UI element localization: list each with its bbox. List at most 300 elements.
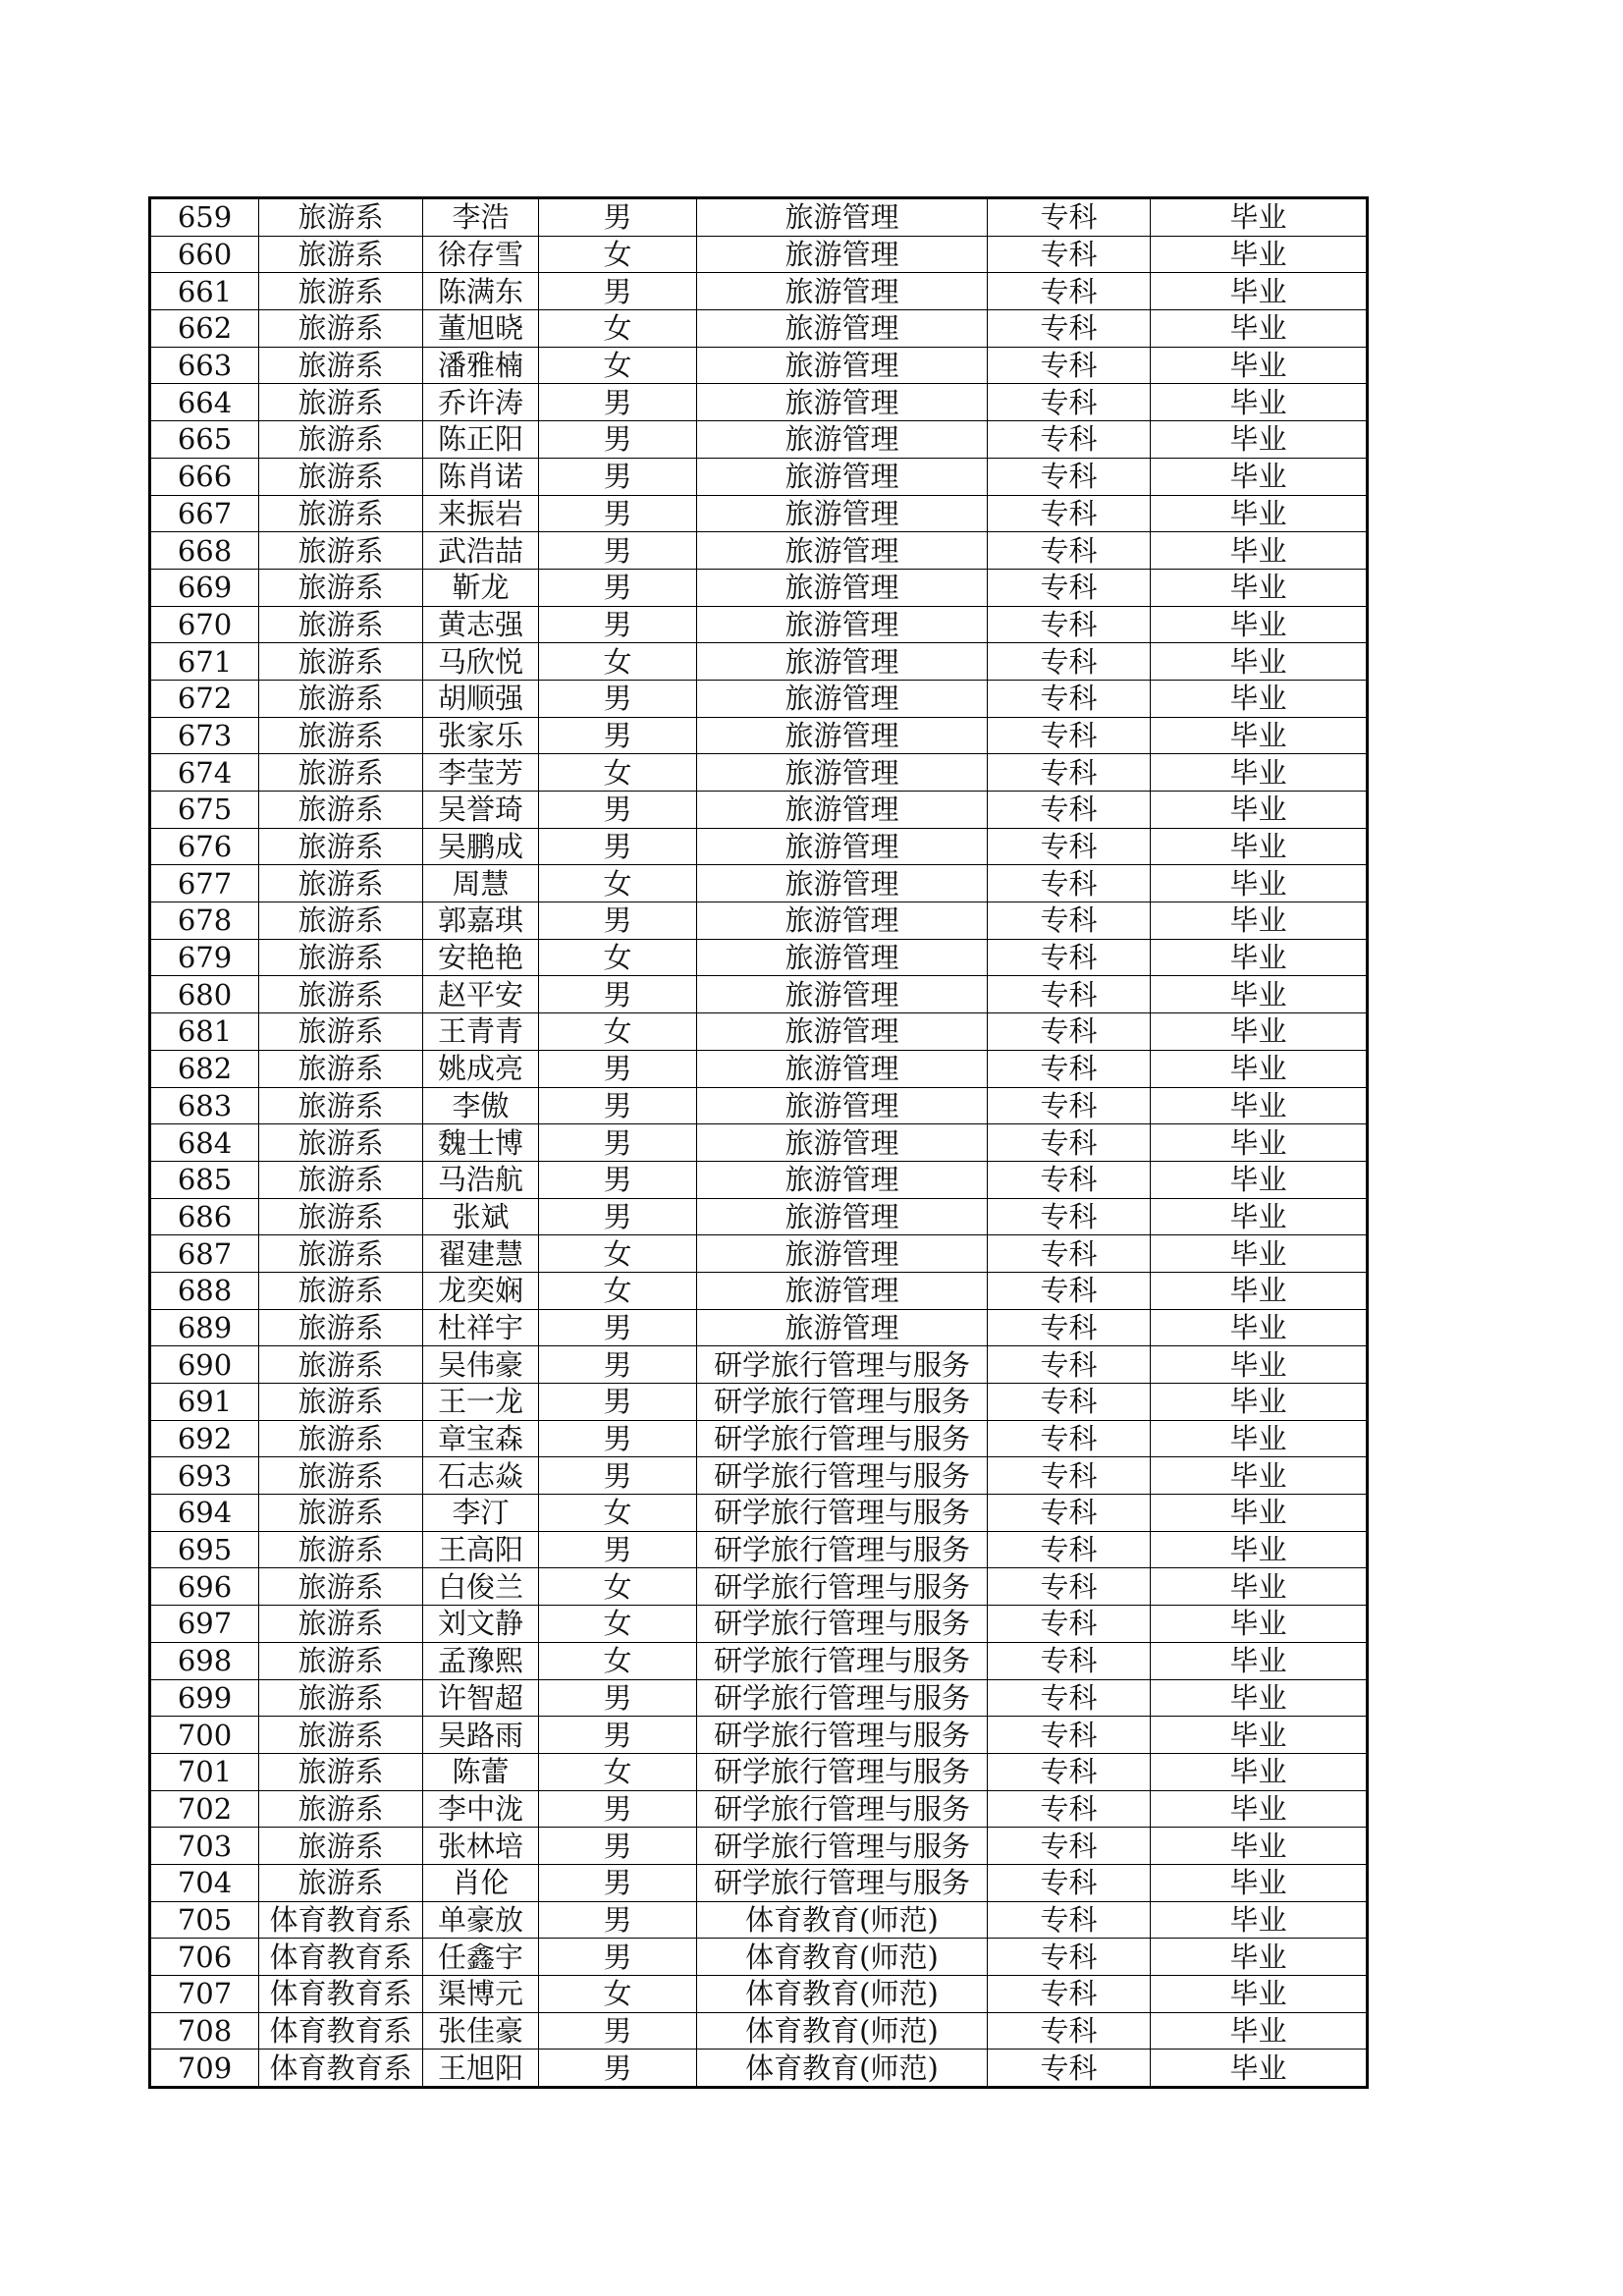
education-level-cell: 专科 — [988, 2050, 1151, 2088]
gender-cell: 女 — [539, 236, 697, 273]
row-number-cell: 702 — [150, 1790, 259, 1828]
gender-cell: 女 — [539, 1976, 697, 2013]
education-level-cell: 专科 — [988, 273, 1151, 310]
gender-cell: 男 — [539, 495, 697, 532]
department-cell: 旅游系 — [259, 865, 423, 902]
department-cell: 旅游系 — [259, 1235, 423, 1273]
table-row — [150, 1124, 1368, 1162]
major-cell: 研学旅行管理与服务 — [697, 1568, 988, 1606]
gender-cell: 男 — [539, 976, 697, 1013]
graduation-status-cell: 毕业 — [1151, 273, 1368, 310]
row-number-cell: 708 — [150, 2012, 259, 2050]
student-name-cell: 孟豫熙 — [423, 1642, 539, 1679]
gender-cell: 女 — [539, 310, 697, 348]
table-row — [150, 606, 1368, 643]
graduation-status-cell: 毕业 — [1151, 1939, 1368, 1976]
department-cell: 旅游系 — [259, 1346, 423, 1384]
department-cell: 旅游系 — [259, 198, 423, 237]
student-name-cell: 马浩航 — [423, 1161, 539, 1198]
major-cell: 旅游管理 — [697, 532, 988, 570]
department-cell: 旅游系 — [259, 1457, 423, 1495]
major-cell: 旅游管理 — [697, 198, 988, 237]
department-cell: 旅游系 — [259, 680, 423, 717]
major-cell: 旅游管理 — [697, 1198, 988, 1235]
table-row — [150, 828, 1368, 865]
department-cell: 体育教育系 — [259, 2012, 423, 2050]
gender-cell: 男 — [539, 421, 697, 459]
graduation-status-cell: 毕业 — [1151, 1198, 1368, 1235]
row-number-cell: 698 — [150, 1642, 259, 1679]
row-number-cell: 671 — [150, 643, 259, 681]
major-cell: 旅游管理 — [697, 939, 988, 976]
graduation-status-cell: 毕业 — [1151, 902, 1368, 940]
table-row — [150, 1642, 1368, 1679]
table-row — [150, 2012, 1368, 2050]
major-cell: 旅游管理 — [697, 1161, 988, 1198]
department-cell: 旅游系 — [259, 792, 423, 829]
education-level-cell: 专科 — [988, 1753, 1151, 1790]
gender-cell: 女 — [539, 1013, 697, 1051]
row-number-cell: 693 — [150, 1457, 259, 1495]
department-cell: 旅游系 — [259, 1753, 423, 1790]
graduation-status-cell: 毕业 — [1151, 1568, 1368, 1606]
table-row — [150, 1679, 1368, 1717]
major-cell: 体育教育(师范) — [697, 1976, 988, 2013]
table-row — [150, 1050, 1368, 1087]
table-row — [150, 569, 1368, 606]
table-row — [150, 1457, 1368, 1495]
graduation-status-cell: 毕业 — [1151, 384, 1368, 421]
gender-cell: 男 — [539, 717, 697, 754]
department-cell: 旅游系 — [259, 532, 423, 570]
table-row — [150, 939, 1368, 976]
student-name-cell: 王一龙 — [423, 1384, 539, 1421]
row-number-cell: 670 — [150, 606, 259, 643]
row-number-cell: 685 — [150, 1161, 259, 1198]
gender-cell: 男 — [539, 2050, 697, 2088]
education-level-cell: 专科 — [988, 1050, 1151, 1087]
row-number-cell: 696 — [150, 1568, 259, 1606]
gender-cell: 男 — [539, 1864, 697, 1901]
row-number-cell: 690 — [150, 1346, 259, 1384]
student-name-cell: 刘文静 — [423, 1606, 539, 1643]
education-level-cell: 专科 — [988, 532, 1151, 570]
education-level-cell: 专科 — [988, 1717, 1151, 1754]
row-number-cell: 678 — [150, 902, 259, 940]
roster-body — [150, 198, 1368, 2088]
major-cell: 旅游管理 — [697, 273, 988, 310]
department-cell: 旅游系 — [259, 1495, 423, 1532]
major-cell: 研学旅行管理与服务 — [697, 1864, 988, 1901]
major-cell: 研学旅行管理与服务 — [697, 1717, 988, 1754]
education-level-cell: 专科 — [988, 1013, 1151, 1051]
education-level-cell: 专科 — [988, 421, 1151, 459]
gender-cell: 男 — [539, 1346, 697, 1384]
education-level-cell: 专科 — [988, 1198, 1151, 1235]
graduation-status-cell: 毕业 — [1151, 1642, 1368, 1679]
row-number-cell: 663 — [150, 347, 259, 384]
department-cell: 旅游系 — [259, 310, 423, 348]
graduation-status-cell: 毕业 — [1151, 458, 1368, 495]
student-name-cell: 王旭阳 — [423, 2050, 539, 2088]
table-row — [150, 532, 1368, 570]
graduation-status-cell: 毕业 — [1151, 1495, 1368, 1532]
student-name-cell: 王青青 — [423, 1013, 539, 1051]
major-cell: 旅游管理 — [697, 680, 988, 717]
gender-cell: 男 — [539, 792, 697, 829]
row-number-cell: 662 — [150, 310, 259, 348]
row-number-cell: 688 — [150, 1272, 259, 1309]
major-cell: 体育教育(师范) — [697, 2050, 988, 2088]
major-cell: 旅游管理 — [697, 828, 988, 865]
education-level-cell: 专科 — [988, 754, 1151, 792]
table-row — [150, 384, 1368, 421]
education-level-cell: 专科 — [988, 384, 1151, 421]
graduation-status-cell: 毕业 — [1151, 310, 1368, 348]
row-number-cell: 666 — [150, 458, 259, 495]
graduation-status-cell: 毕业 — [1151, 1013, 1368, 1051]
student-name-cell: 陈蕾 — [423, 1753, 539, 1790]
graduation-status-cell: 毕业 — [1151, 347, 1368, 384]
table-row — [150, 1717, 1368, 1754]
student-name-cell: 肖伦 — [423, 1864, 539, 1901]
row-number-cell: 661 — [150, 273, 259, 310]
row-number-cell: 701 — [150, 1753, 259, 1790]
graduation-status-cell: 毕业 — [1151, 1717, 1368, 1754]
major-cell: 旅游管理 — [697, 865, 988, 902]
department-cell: 旅游系 — [259, 495, 423, 532]
graduation-status-cell: 毕业 — [1151, 754, 1368, 792]
row-number-cell: 703 — [150, 1828, 259, 1865]
row-number-cell: 704 — [150, 1864, 259, 1901]
row-number-cell: 667 — [150, 495, 259, 532]
student-name-cell: 李中泷 — [423, 1790, 539, 1828]
graduation-status-cell: 毕业 — [1151, 976, 1368, 1013]
major-cell: 旅游管理 — [697, 384, 988, 421]
gender-cell: 女 — [539, 1606, 697, 1643]
gender-cell: 男 — [539, 198, 697, 237]
graduation-status-cell: 毕业 — [1151, 1457, 1368, 1495]
major-cell: 旅游管理 — [697, 1235, 988, 1273]
education-level-cell: 专科 — [988, 236, 1151, 273]
table-row — [150, 1235, 1368, 1273]
department-cell: 旅游系 — [259, 384, 423, 421]
table-row — [150, 495, 1368, 532]
graduation-status-cell: 毕业 — [1151, 1976, 1368, 2013]
graduation-status-cell: 毕业 — [1151, 1864, 1368, 1901]
graduation-status-cell: 毕业 — [1151, 1828, 1368, 1865]
education-level-cell: 专科 — [988, 1346, 1151, 1384]
table-row — [150, 1790, 1368, 1828]
graduation-status-cell: 毕业 — [1151, 1606, 1368, 1643]
education-level-cell: 专科 — [988, 1495, 1151, 1532]
table-row — [150, 1976, 1368, 2013]
gender-cell: 女 — [539, 754, 697, 792]
education-level-cell: 专科 — [988, 902, 1151, 940]
graduation-status-cell: 毕业 — [1151, 1531, 1368, 1568]
department-cell: 旅游系 — [259, 976, 423, 1013]
student-name-cell: 王高阳 — [423, 1531, 539, 1568]
graduation-status-cell: 毕业 — [1151, 1087, 1368, 1124]
graduation-status-cell: 毕业 — [1151, 1679, 1368, 1717]
student-name-cell: 章宝森 — [423, 1420, 539, 1457]
row-number-cell: 705 — [150, 1901, 259, 1939]
table-row — [150, 2050, 1368, 2088]
education-level-cell: 专科 — [988, 347, 1151, 384]
student-name-cell: 石志焱 — [423, 1457, 539, 1495]
gender-cell: 女 — [539, 939, 697, 976]
graduation-status-cell: 毕业 — [1151, 1901, 1368, 1939]
row-number-cell: 664 — [150, 384, 259, 421]
graduation-status-cell: 毕业 — [1151, 1790, 1368, 1828]
student-name-cell: 靳龙 — [423, 569, 539, 606]
gender-cell: 男 — [539, 1790, 697, 1828]
graduation-status-cell: 毕业 — [1151, 1309, 1368, 1346]
graduation-status-cell: 毕业 — [1151, 828, 1368, 865]
student-name-cell: 白俊兰 — [423, 1568, 539, 1606]
row-number-cell: 699 — [150, 1679, 259, 1717]
table-row — [150, 1420, 1368, 1457]
row-number-cell: 672 — [150, 680, 259, 717]
row-number-cell: 694 — [150, 1495, 259, 1532]
department-cell: 旅游系 — [259, 1864, 423, 1901]
major-cell: 研学旅行管理与服务 — [697, 1679, 988, 1717]
gender-cell: 女 — [539, 1272, 697, 1309]
department-cell: 体育教育系 — [259, 2050, 423, 2088]
department-cell: 旅游系 — [259, 1384, 423, 1421]
graduation-status-cell: 毕业 — [1151, 1420, 1368, 1457]
education-level-cell: 专科 — [988, 1124, 1151, 1162]
student-name-cell: 郭嘉琪 — [423, 902, 539, 940]
education-level-cell: 专科 — [988, 1642, 1151, 1679]
student-name-cell: 吴伟豪 — [423, 1346, 539, 1384]
row-number-cell: 668 — [150, 532, 259, 570]
table-row — [150, 347, 1368, 384]
graduation-status-cell: 毕业 — [1151, 532, 1368, 570]
table-row — [150, 1606, 1368, 1643]
department-cell: 旅游系 — [259, 1420, 423, 1457]
major-cell: 体育教育(师范) — [697, 2012, 988, 2050]
row-number-cell: 706 — [150, 1939, 259, 1976]
gender-cell: 男 — [539, 1457, 697, 1495]
major-cell: 旅游管理 — [697, 792, 988, 829]
education-level-cell: 专科 — [988, 1901, 1151, 1939]
education-level-cell: 专科 — [988, 939, 1151, 976]
table-row — [150, 902, 1368, 940]
row-number-cell: 659 — [150, 198, 259, 237]
table-row — [150, 1198, 1368, 1235]
education-level-cell: 专科 — [988, 606, 1151, 643]
education-level-cell: 专科 — [988, 1679, 1151, 1717]
table-row — [150, 1531, 1368, 1568]
major-cell: 研学旅行管理与服务 — [697, 1384, 988, 1421]
education-level-cell: 专科 — [988, 1384, 1151, 1421]
row-number-cell: 669 — [150, 569, 259, 606]
gender-cell: 男 — [539, 1050, 697, 1087]
table-row — [150, 1346, 1368, 1384]
student-name-cell: 渠博元 — [423, 1976, 539, 2013]
education-level-cell: 专科 — [988, 1420, 1151, 1457]
gender-cell: 男 — [539, 1420, 697, 1457]
gender-cell: 女 — [539, 1568, 697, 1606]
student-name-cell: 安艳艳 — [423, 939, 539, 976]
graduation-status-cell: 毕业 — [1151, 1124, 1368, 1162]
department-cell: 旅游系 — [259, 902, 423, 940]
graduation-status-cell: 毕业 — [1151, 1161, 1368, 1198]
major-cell: 研学旅行管理与服务 — [697, 1828, 988, 1865]
student-name-cell: 马欣悦 — [423, 643, 539, 681]
gender-cell: 男 — [539, 2012, 697, 2050]
major-cell: 旅游管理 — [697, 1013, 988, 1051]
gender-cell: 男 — [539, 1087, 697, 1124]
student-name-cell: 吴鹏成 — [423, 828, 539, 865]
graduation-status-cell: 毕业 — [1151, 2012, 1368, 2050]
student-name-cell: 胡顺强 — [423, 680, 539, 717]
gender-cell: 女 — [539, 1235, 697, 1273]
graduation-status-cell: 毕业 — [1151, 2050, 1368, 2088]
graduation-status-cell: 毕业 — [1151, 1050, 1368, 1087]
gender-cell: 男 — [539, 1939, 697, 1976]
gender-cell: 男 — [539, 458, 697, 495]
gender-cell: 男 — [539, 1901, 697, 1939]
table-row — [150, 1161, 1368, 1198]
graduation-status-cell: 毕业 — [1151, 643, 1368, 681]
student-name-cell: 李浩 — [423, 198, 539, 237]
gender-cell: 男 — [539, 1531, 697, 1568]
student-name-cell: 乔许涛 — [423, 384, 539, 421]
table-row — [150, 1087, 1368, 1124]
table-row — [150, 1384, 1368, 1421]
department-cell: 旅游系 — [259, 1531, 423, 1568]
table-row — [150, 792, 1368, 829]
department-cell: 旅游系 — [259, 606, 423, 643]
major-cell: 旅游管理 — [697, 902, 988, 940]
gender-cell: 男 — [539, 606, 697, 643]
major-cell: 研学旅行管理与服务 — [697, 1531, 988, 1568]
student-name-cell: 翟建慧 — [423, 1235, 539, 1273]
department-cell: 旅游系 — [259, 1606, 423, 1643]
gender-cell: 男 — [539, 1384, 697, 1421]
gender-cell: 男 — [539, 1309, 697, 1346]
major-cell: 旅游管理 — [697, 458, 988, 495]
student-name-cell: 李傲 — [423, 1087, 539, 1124]
department-cell: 旅游系 — [259, 236, 423, 273]
graduation-status-cell: 毕业 — [1151, 495, 1368, 532]
table-row — [150, 1901, 1368, 1939]
department-cell: 旅游系 — [259, 1790, 423, 1828]
graduation-status-cell: 毕业 — [1151, 606, 1368, 643]
major-cell: 研学旅行管理与服务 — [697, 1495, 988, 1532]
gender-cell: 女 — [539, 865, 697, 902]
table-row — [150, 198, 1368, 237]
department-cell: 旅游系 — [259, 1717, 423, 1754]
education-level-cell: 专科 — [988, 2012, 1151, 2050]
table-row — [150, 1309, 1368, 1346]
education-level-cell: 专科 — [988, 1568, 1151, 1606]
row-number-cell: 684 — [150, 1124, 259, 1162]
major-cell: 旅游管理 — [697, 495, 988, 532]
gender-cell: 男 — [539, 828, 697, 865]
row-number-cell: 676 — [150, 828, 259, 865]
education-level-cell: 专科 — [988, 1235, 1151, 1273]
graduation-status-cell: 毕业 — [1151, 569, 1368, 606]
row-number-cell: 681 — [150, 1013, 259, 1051]
education-level-cell: 专科 — [988, 1790, 1151, 1828]
education-level-cell: 专科 — [988, 1828, 1151, 1865]
education-level-cell: 专科 — [988, 1864, 1151, 1901]
student-name-cell: 李汀 — [423, 1495, 539, 1532]
table-row — [150, 754, 1368, 792]
row-number-cell: 680 — [150, 976, 259, 1013]
graduation-status-cell: 毕业 — [1151, 236, 1368, 273]
table-row — [150, 1864, 1368, 1901]
row-number-cell: 660 — [150, 236, 259, 273]
student-name-cell: 许智超 — [423, 1679, 539, 1717]
row-number-cell: 682 — [150, 1050, 259, 1087]
education-level-cell: 专科 — [988, 198, 1151, 237]
graduation-status-cell: 毕业 — [1151, 1346, 1368, 1384]
major-cell: 旅游管理 — [697, 1124, 988, 1162]
department-cell: 旅游系 — [259, 1161, 423, 1198]
table-row — [150, 236, 1368, 273]
graduation-status-cell: 毕业 — [1151, 1272, 1368, 1309]
table-row — [150, 458, 1368, 495]
student-name-cell: 吴誉琦 — [423, 792, 539, 829]
row-number-cell: 677 — [150, 865, 259, 902]
student-name-cell: 任鑫宇 — [423, 1939, 539, 1976]
department-cell: 旅游系 — [259, 1568, 423, 1606]
department-cell: 旅游系 — [259, 1013, 423, 1051]
student-name-cell: 周慧 — [423, 865, 539, 902]
row-number-cell: 689 — [150, 1309, 259, 1346]
graduation-status-cell: 毕业 — [1151, 792, 1368, 829]
graduation-status-cell: 毕业 — [1151, 865, 1368, 902]
table-row — [150, 421, 1368, 459]
major-cell: 旅游管理 — [697, 1272, 988, 1309]
major-cell: 体育教育(师范) — [697, 1901, 988, 1939]
department-cell: 旅游系 — [259, 1272, 423, 1309]
gender-cell: 男 — [539, 569, 697, 606]
education-level-cell: 专科 — [988, 976, 1151, 1013]
major-cell: 旅游管理 — [697, 976, 988, 1013]
graduation-status-cell: 毕业 — [1151, 1753, 1368, 1790]
row-number-cell: 675 — [150, 792, 259, 829]
major-cell: 研学旅行管理与服务 — [697, 1642, 988, 1679]
student-name-cell: 赵平安 — [423, 976, 539, 1013]
education-level-cell: 专科 — [988, 569, 1151, 606]
department-cell: 旅游系 — [259, 1642, 423, 1679]
gender-cell: 男 — [539, 902, 697, 940]
gender-cell: 男 — [539, 384, 697, 421]
student-name-cell: 张林培 — [423, 1828, 539, 1865]
major-cell: 旅游管理 — [697, 310, 988, 348]
gender-cell: 男 — [539, 1828, 697, 1865]
row-number-cell: 665 — [150, 421, 259, 459]
gender-cell: 男 — [539, 1198, 697, 1235]
table-row — [150, 1939, 1368, 1976]
education-level-cell: 专科 — [988, 1531, 1151, 1568]
education-level-cell: 专科 — [988, 1309, 1151, 1346]
table-row — [150, 1013, 1368, 1051]
department-cell: 旅游系 — [259, 1087, 423, 1124]
table-row — [150, 717, 1368, 754]
gender-cell: 女 — [539, 347, 697, 384]
department-cell: 旅游系 — [259, 754, 423, 792]
student-name-cell: 张家乐 — [423, 717, 539, 754]
row-number-cell: 700 — [150, 1717, 259, 1754]
student-name-cell: 陈肖诺 — [423, 458, 539, 495]
student-name-cell: 龙奕娴 — [423, 1272, 539, 1309]
